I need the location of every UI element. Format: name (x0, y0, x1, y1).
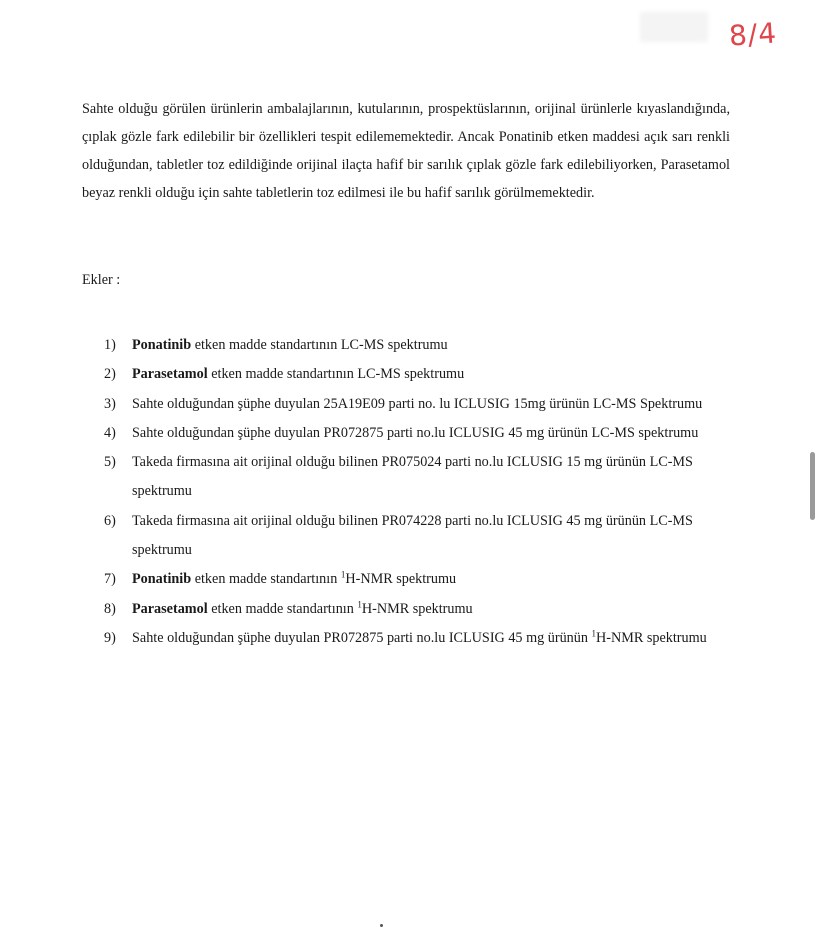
item-text: etken madde standartının (191, 571, 341, 588)
item-number: 2) (104, 366, 116, 383)
item-text: Takeda firmasına ait orijinal olduğu bilinen PR074228 parti no.lu ICLUSIG 45 mg ürünün LC-MS spektrumu (132, 512, 693, 559)
item-substance: Parasetamol (132, 366, 208, 383)
appendix-item (104, 390, 730, 419)
item-substance: Ponatinib (132, 337, 192, 353)
item-number: 6) (104, 512, 116, 529)
appendix-item (104, 595, 730, 624)
intro-paragraph: Sahte olduğu görülen ürünlerin ambalajlarının, kutularının, prospektüslarının, orijinal ürünlerle kıyaslandığında, çıplak gözle fark edilebilir bir özellikleri tespit edilememektedir. Ancak Ponatinib etken maddesi açık sarı renkli olduğundan, tabletler toz edildiğinde orijinal ilaçta hafif bir sarılık çıplak gözle fark edilebiliyorken, Parasetamol beyaz renkli olduğu için sahte tabletlerin toz edilmesi ile bu hafif sarılık görülmemektedir. (82, 101, 730, 201)
item-number: 1) (104, 337, 116, 353)
appendix-list (104, 331, 730, 653)
redacted-area (640, 12, 708, 42)
item-number: 9) (104, 629, 116, 646)
item-substance: Ponatinib (132, 571, 192, 588)
item-text: etken madde standartının (207, 600, 358, 617)
item-number: 4) (104, 424, 116, 441)
item-number: 8) (104, 600, 116, 617)
appendix-item (104, 565, 730, 594)
appendix-item (104, 624, 730, 653)
item-number: 3) (104, 395, 116, 412)
item-text-suffix: H-NMR spektrumu (361, 600, 473, 617)
item-number: 7) (104, 571, 116, 588)
item-text-suffix: H-NMR spektrumu (345, 571, 457, 588)
item-text: Sahte olduğundan şüphe duyulan 25A19E09 parti no. lu ICLUSIG 15mg ürünün LC-MS Spektrumu (132, 395, 703, 412)
appendix-item (104, 331, 730, 360)
item-text: etken madde standartının LC-MS spektrumu (191, 337, 448, 353)
scrollbar-thumb[interactable] (810, 452, 815, 520)
item-text: etken madde standartının LC-MS spektrumu (207, 366, 465, 383)
item-number: 5) (104, 454, 116, 471)
appendix-heading: Ekler : (82, 272, 121, 288)
appendix-item (104, 507, 730, 566)
appendix-item (104, 419, 730, 448)
appendix-item (104, 448, 730, 507)
superscript: 1 (591, 628, 596, 639)
item-substance: Parasetamol (132, 600, 208, 617)
item-text: Sahte olduğundan şüphe duyulan PR072875 parti no.lu ICLUSIG 45 mg ürünün LC-MS spektrumu (132, 424, 699, 441)
superscript: 1 (340, 569, 346, 580)
item-text: Sahte olduğundan şüphe duyulan PR072875 parti no.lu ICLUSIG 45 mg ürünün (132, 629, 592, 646)
item-text: Takeda firmasına ait orijinal olduğu bilinen PR075024 parti no.lu ICLUSIG 15 mg ürünün LC-MS spektrumu (132, 454, 693, 500)
handwritten-page-number: 8/4 (727, 16, 779, 53)
superscript: 1 (357, 598, 362, 609)
appendix-item (104, 360, 730, 389)
page-mark (380, 924, 383, 927)
item-text-suffix: H-NMR spektrumu (596, 629, 707, 646)
